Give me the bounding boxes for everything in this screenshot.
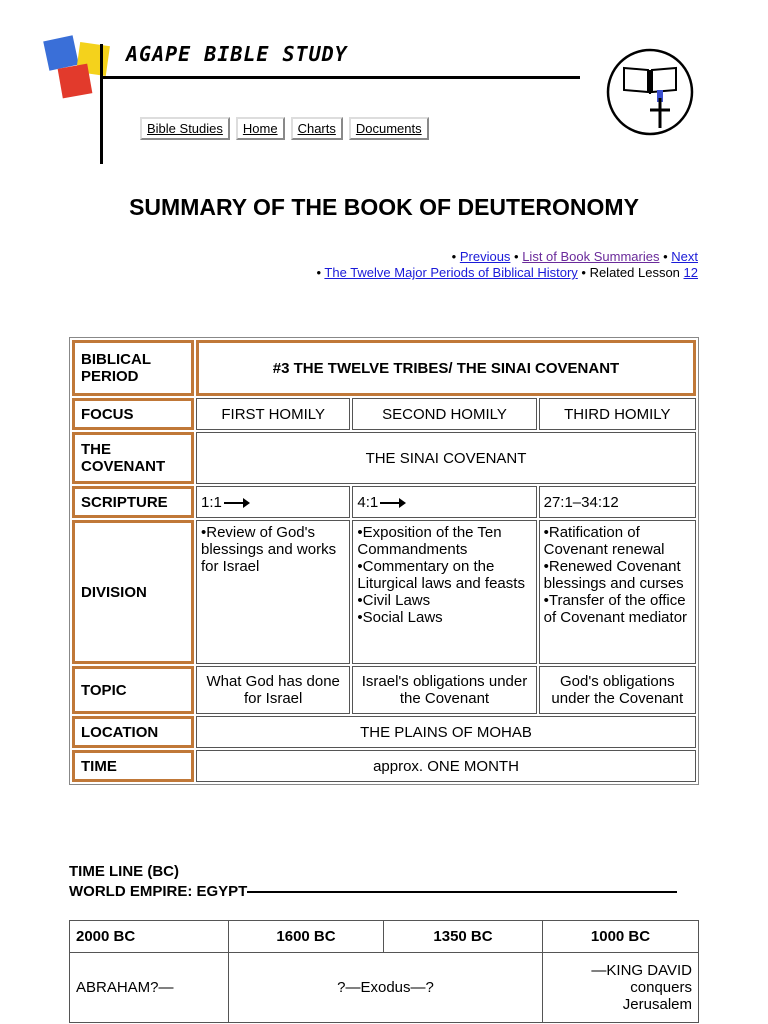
label-focus: FOCUS bbox=[72, 398, 194, 430]
twelve-periods-link[interactable]: The Twelve Major Periods of Biblical History bbox=[324, 265, 578, 280]
label-location: LOCATION bbox=[72, 716, 194, 748]
topic-second: Israel's obligations under the Covenant bbox=[352, 666, 536, 714]
year-1000: 1000 BC bbox=[543, 921, 699, 953]
row-covenant bbox=[72, 432, 696, 484]
covenant-value: THE SINAI COVENANT bbox=[196, 432, 696, 484]
timeline-title: TIME LINE (BC) bbox=[69, 863, 179, 880]
previous-link[interactable]: Previous bbox=[459, 249, 511, 264]
label-topic: TOPIC bbox=[72, 666, 194, 714]
division-first bbox=[196, 520, 350, 664]
row-location bbox=[72, 716, 696, 748]
time-value: approx. ONE MONTH bbox=[196, 750, 696, 782]
summary-table bbox=[69, 337, 699, 785]
label-division: DIVISION bbox=[72, 520, 194, 664]
event-abraham: ABRAHAM?— bbox=[70, 953, 229, 1023]
year-1600: 1600 BC bbox=[229, 921, 384, 953]
label-biblical-period: BIBLICAL PERIOD bbox=[72, 340, 194, 396]
focus-third: THIRD HOMILY bbox=[539, 398, 696, 430]
nav-charts[interactable]: Charts bbox=[291, 117, 343, 140]
division-item: •Social Laws bbox=[357, 609, 443, 626]
label-time: TIME bbox=[72, 750, 194, 782]
header-horizontal-rule bbox=[100, 76, 580, 79]
division-third bbox=[539, 520, 696, 664]
related-lesson-text: Related Lesson bbox=[589, 265, 680, 280]
world-empire-line bbox=[69, 882, 677, 902]
focus-first: FIRST HOMILY bbox=[196, 398, 350, 430]
event-king-david: —KING DAVID conquers Jerusalem bbox=[543, 953, 699, 1023]
logo-squares bbox=[44, 36, 114, 106]
nav-bible-studies[interactable]: Bible Studies bbox=[140, 117, 230, 140]
label-scripture: SCRIPTURE bbox=[72, 486, 194, 518]
world-empire-text: WORLD EMPIRE: EGYPT bbox=[69, 883, 248, 900]
logo-red-square bbox=[58, 64, 93, 99]
year-2000: 2000 BC bbox=[70, 921, 229, 953]
row-biblical-period bbox=[72, 340, 696, 396]
timeline-years-row bbox=[70, 921, 699, 953]
division-item: •Exposition of the Ten Commandments bbox=[357, 524, 502, 558]
division-item: •Ratification of Covenant renewal bbox=[543, 524, 665, 558]
bible-cross-icon bbox=[606, 48, 694, 136]
division-item: •Transfer of the office of Covenant mediator bbox=[543, 592, 688, 626]
arrow-right-icon bbox=[380, 502, 404, 504]
division-item: •Civil Laws bbox=[357, 592, 431, 609]
book-summaries-link[interactable]: List of Book Summaries bbox=[522, 249, 660, 264]
location-value: THE PLAINS OF MOHAB bbox=[196, 716, 696, 748]
label-covenant: THE COVENANT bbox=[72, 432, 194, 484]
topic-third: God's obligations under the Covenant bbox=[539, 666, 696, 714]
year-1350: 1350 BC bbox=[384, 921, 543, 953]
topic-first: What God has done for Israel bbox=[196, 666, 350, 714]
row-division bbox=[72, 520, 696, 664]
page-title: SUMMARY OF THE BOOK OF DEUTERONOMY bbox=[129, 194, 639, 220]
scripture-first-text: 1:1 bbox=[201, 493, 222, 511]
event-exodus: ?—Exodus—? bbox=[229, 953, 543, 1023]
division-second bbox=[352, 520, 536, 664]
site-title: AGAPE BIBLE STUDY bbox=[126, 42, 348, 66]
division-item: •Renewed Covenant blessings and curses bbox=[543, 558, 684, 592]
nav-documents[interactable]: Documents bbox=[349, 117, 429, 140]
scripture-first bbox=[196, 486, 350, 518]
row-topic bbox=[72, 666, 696, 714]
nav-home[interactable]: Home bbox=[236, 117, 285, 140]
arrow-right-icon bbox=[224, 502, 248, 504]
timeline-heading bbox=[69, 862, 677, 902]
lesson-12-link[interactable]: 12 bbox=[683, 265, 698, 280]
division-item: •Review of God's blessings and works for Israel bbox=[201, 524, 337, 575]
page-links: • Previous • List of Book Summaries • Next • The Twelve Major Periods of Biblical History • Related Lesson 12 bbox=[316, 249, 698, 280]
scripture-second-text: 4:1 bbox=[357, 493, 379, 511]
scripture-second bbox=[352, 486, 536, 518]
division-item: •Commentary on the Liturgical laws and feasts bbox=[357, 558, 525, 592]
next-link[interactable]: Next bbox=[671, 249, 698, 264]
row-time bbox=[72, 750, 696, 782]
timeline-table bbox=[69, 920, 699, 1023]
row-scripture bbox=[72, 486, 696, 518]
timeline-events-row bbox=[70, 953, 699, 1023]
scripture-third: 27:1–34:12 bbox=[539, 486, 696, 518]
top-nav bbox=[140, 117, 429, 140]
header-vertical-rule bbox=[100, 44, 103, 164]
focus-second: SECOND HOMILY bbox=[352, 398, 536, 430]
biblical-period-value: #3 THE TWELVE TRIBES/ THE SINAI COVENANT bbox=[196, 340, 696, 396]
empire-dash-rule bbox=[247, 891, 677, 893]
row-focus bbox=[72, 398, 696, 430]
